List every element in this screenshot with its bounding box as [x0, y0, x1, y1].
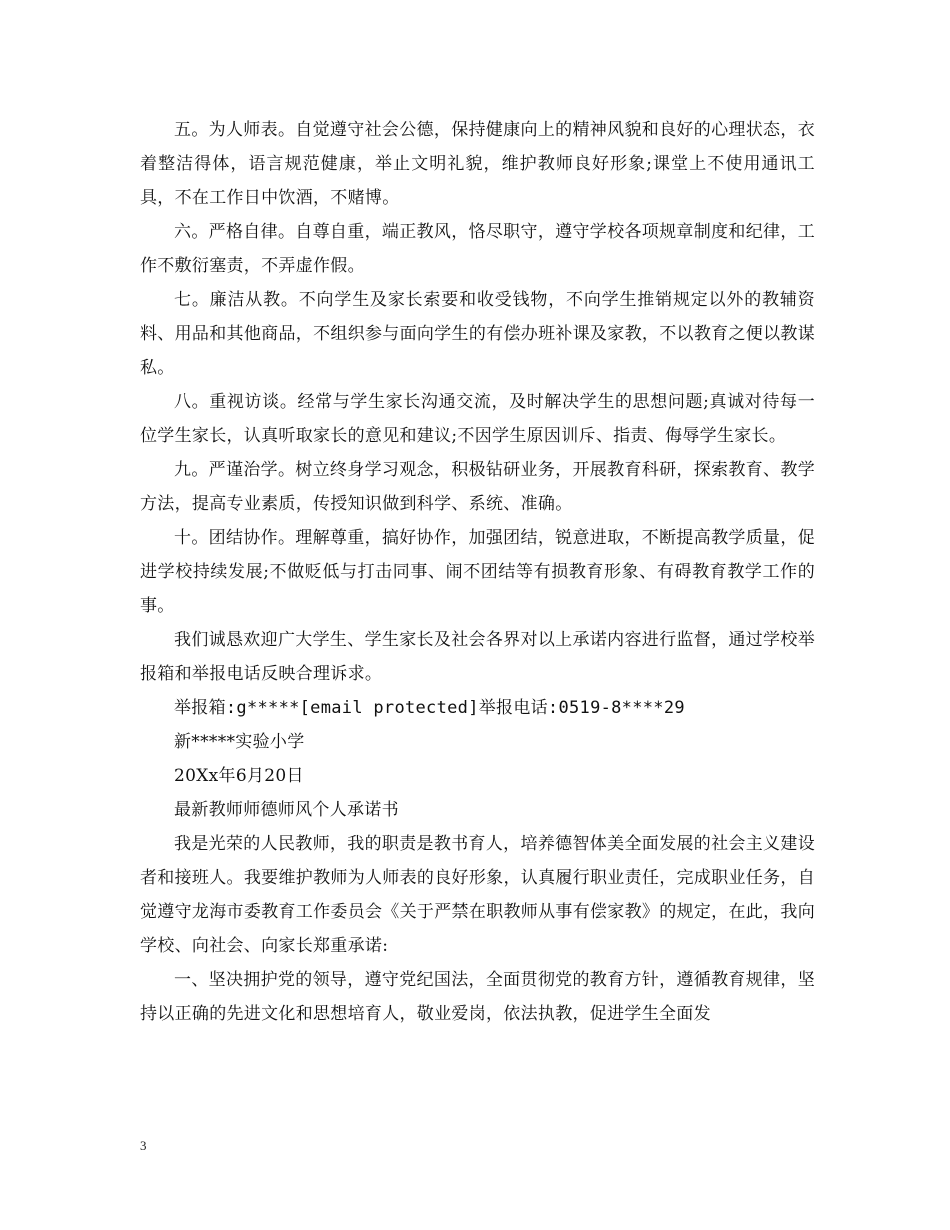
paragraph-invitation: 我们诚恳欢迎广大学生、学生家长及社会各界对以上承诺内容进行监督，通过学校举报箱和举报电话反映合理诉求。 — [140, 630, 815, 684]
report-contact-line — [140, 691, 815, 725]
commitment-intro: 我是光荣的人民教师，我的职责是教书育人，培养德智体美全面发展的社会主义建设者和接班人。我要维护教师为人师表的良好形象，认真履行职业责任，完成职业任务，自觉遵守龙海市委教育工作委员会《关于严禁在职教师从事有偿家教》的规定，在此，我向学校、向社会、向家长郑重承诺: — [140, 834, 815, 956]
commitment-item-1: 一、坚决拥护党的领导，遵守党纪国法，全面贯彻党的教育方针，遵循教育规律，坚持以正确的先进文化和思想培育人，敬业爱岗，依法执教，促进学生全面发 — [140, 970, 815, 1024]
document-date: 20Xx年6月20日 — [174, 766, 304, 786]
paragraph-item-5: 五。为人师表。自觉遵守社会公德，保持健康向上的精神风貌和良好的心理状态，衣着整洁得体，语言规范健康，举止文明礼貌，维护教师良好形象;课堂上不使用通讯工具，不在工作日中饮酒，不赌博。 — [140, 120, 815, 208]
commitment-title: 最新教师师德师风个人承诺书 — [174, 800, 399, 820]
paragraph-item-8: 八。重视访谈。经常与学生家长沟通交流，及时解决学生的思想问题;真诚对待每一位学生家长，认真听取家长的意见和建议;不因学生原因训斥、指责、侮辱学生家长。 — [140, 392, 815, 446]
report-contact-text: 举报箱:g*****[email protected]举报电话:0519-8****29 — [174, 698, 685, 718]
school-name: 新*****实验小学 — [174, 732, 305, 752]
paragraph-item-9: 九。严谨治学。树立终身学习观念，积极钻研业务，开展教育科研，探索教育、教学方法，提高专业素质，传授知识做到科学、系统、准确。 — [140, 460, 815, 514]
page-number: 3 — [140, 1138, 147, 1153]
document-body — [140, 113, 815, 1031]
paragraph-item-10: 十。团结协作。理解尊重，搞好协作，加强团结，锐意进取，不断提高教学质量，促进学校持续发展;不做贬低与打击同事、闹不团结等有损教育形象、有碍教育教学工作的事。 — [140, 528, 815, 616]
paragraph-item-7: 七。廉洁从教。不向学生及家长索要和收受钱物，不向学生推销规定以外的教辅资料、用品和其他商品，不组织参与面向学生的有偿办班补课及家教，不以教育之便以教谋私。 — [140, 290, 815, 378]
paragraph-item-6: 六。严格自律。自尊自重，端正教风，恪尽职守，遵守学校各项规章制度和纪律，工作不敷衍塞责，不弄虚作假。 — [140, 222, 815, 276]
